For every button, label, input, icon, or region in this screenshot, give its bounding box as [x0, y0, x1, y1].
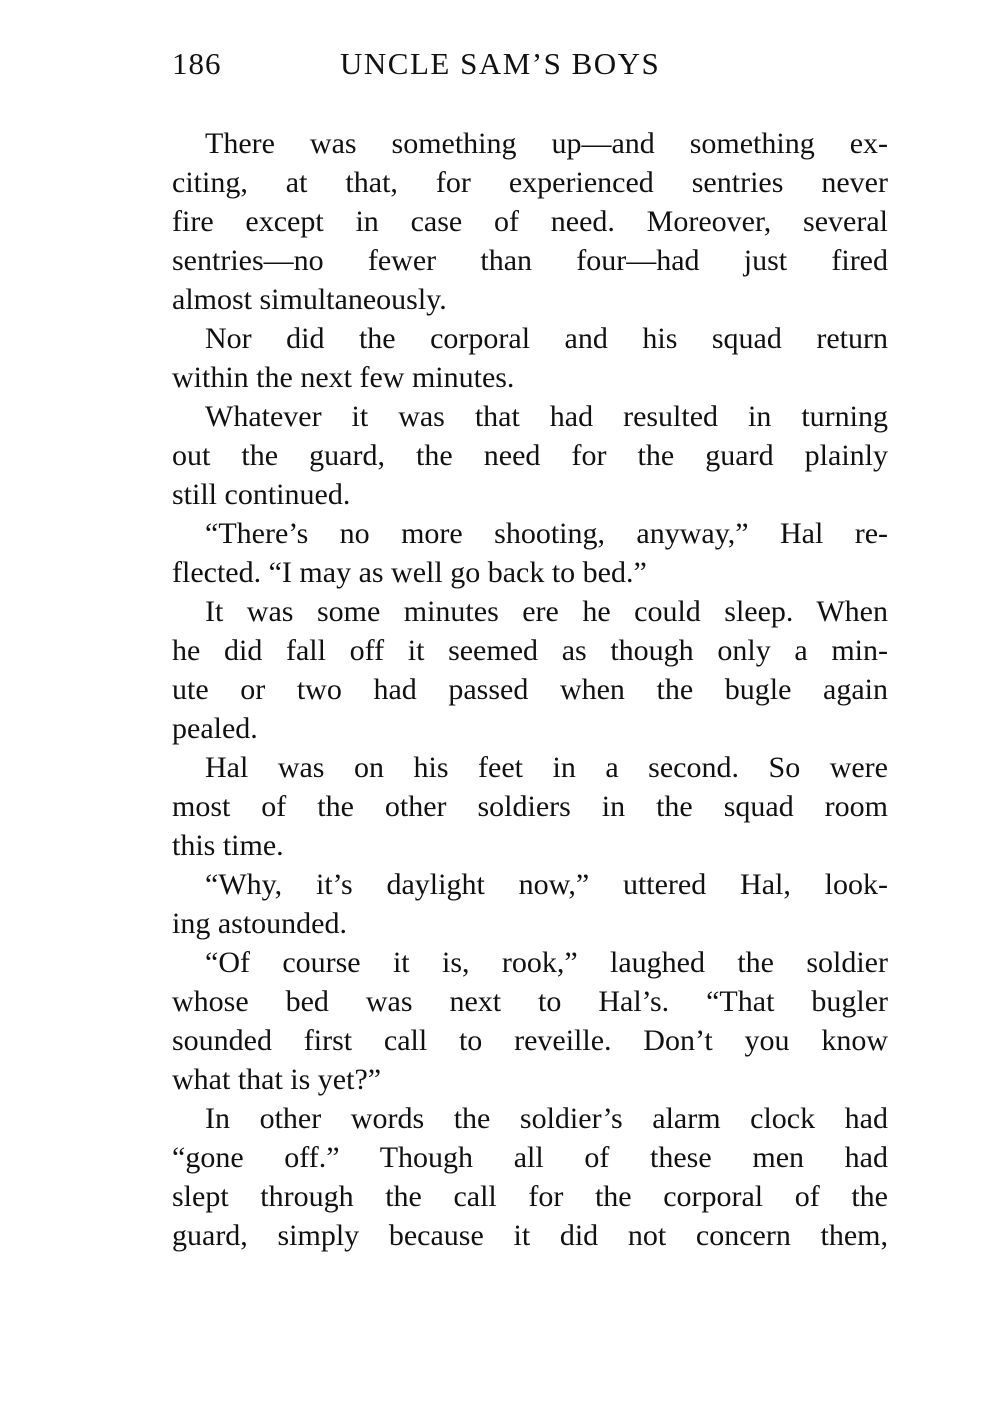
paragraph — [172, 397, 888, 514]
paragraph — [172, 748, 888, 865]
text-line: ute or two had passed when the bugle again — [172, 673, 888, 706]
text-line: almost simultaneously. — [172, 283, 447, 316]
text-line: sounded first call to reveille. Don’t you know — [172, 1024, 888, 1057]
text-line: Hal was on his feet in a second. So were — [205, 751, 888, 784]
paragraph — [172, 865, 888, 943]
body-text — [172, 124, 888, 1255]
text-line: flected. “I may as well go back to bed.” — [172, 556, 647, 589]
text-line: It was some minutes ere he could sleep. When — [205, 595, 888, 628]
text-line: guard, simply because it did not concern them, — [172, 1219, 888, 1252]
paragraph — [172, 124, 888, 319]
text-line: pealed. — [172, 712, 258, 745]
text-line: out the guard, the need for the guard plainly — [172, 439, 888, 472]
text-line: what that is yet?” — [172, 1063, 382, 1096]
text-line: “gone off.” Though all of these men had — [172, 1141, 888, 1174]
text-line: Nor did the corporal and his squad return — [205, 322, 888, 355]
text-line: In other words the soldier’s alarm clock had — [205, 1102, 888, 1135]
text-line: There was something up—and something ex- — [205, 127, 888, 160]
text-line: citing, at that, for experienced sentries never — [172, 166, 888, 199]
paragraph — [172, 592, 888, 748]
text-line: ing astounded. — [172, 907, 347, 940]
running-title: UNCLE SAM’S BOYS — [340, 46, 661, 81]
text-line: still continued. — [172, 478, 351, 511]
text-line: “There’s no more shooting, anyway,” Hal re- — [205, 517, 888, 550]
text-line: most of the other soldiers in the squad room — [172, 790, 888, 823]
text-line: he did fall off it seemed as though only a min- — [172, 634, 888, 667]
text-line: “Why, it’s daylight now,” uttered Hal, look- — [205, 868, 888, 901]
text-line: within the next few minutes. — [172, 361, 515, 394]
paragraph — [172, 1099, 888, 1255]
text-line: “Of course it is, rook,” laughed the soldier — [205, 946, 888, 979]
paragraph — [172, 319, 888, 397]
text-line: fire except in case of need. Moreover, several — [172, 205, 888, 238]
text-line: slept through the call for the corporal of the — [172, 1180, 888, 1213]
text-line: this time. — [172, 829, 284, 862]
paragraph — [172, 943, 888, 1099]
page-number: 186 — [172, 46, 222, 81]
text-line: sentries—no fewer than four—had just fired — [172, 244, 888, 277]
text-line: whose bed was next to Hal’s. “That bugler — [172, 985, 888, 1018]
running-head — [172, 40, 888, 88]
text-line: Whatever it was that had resulted in turning — [205, 400, 888, 433]
paragraph — [172, 514, 888, 592]
